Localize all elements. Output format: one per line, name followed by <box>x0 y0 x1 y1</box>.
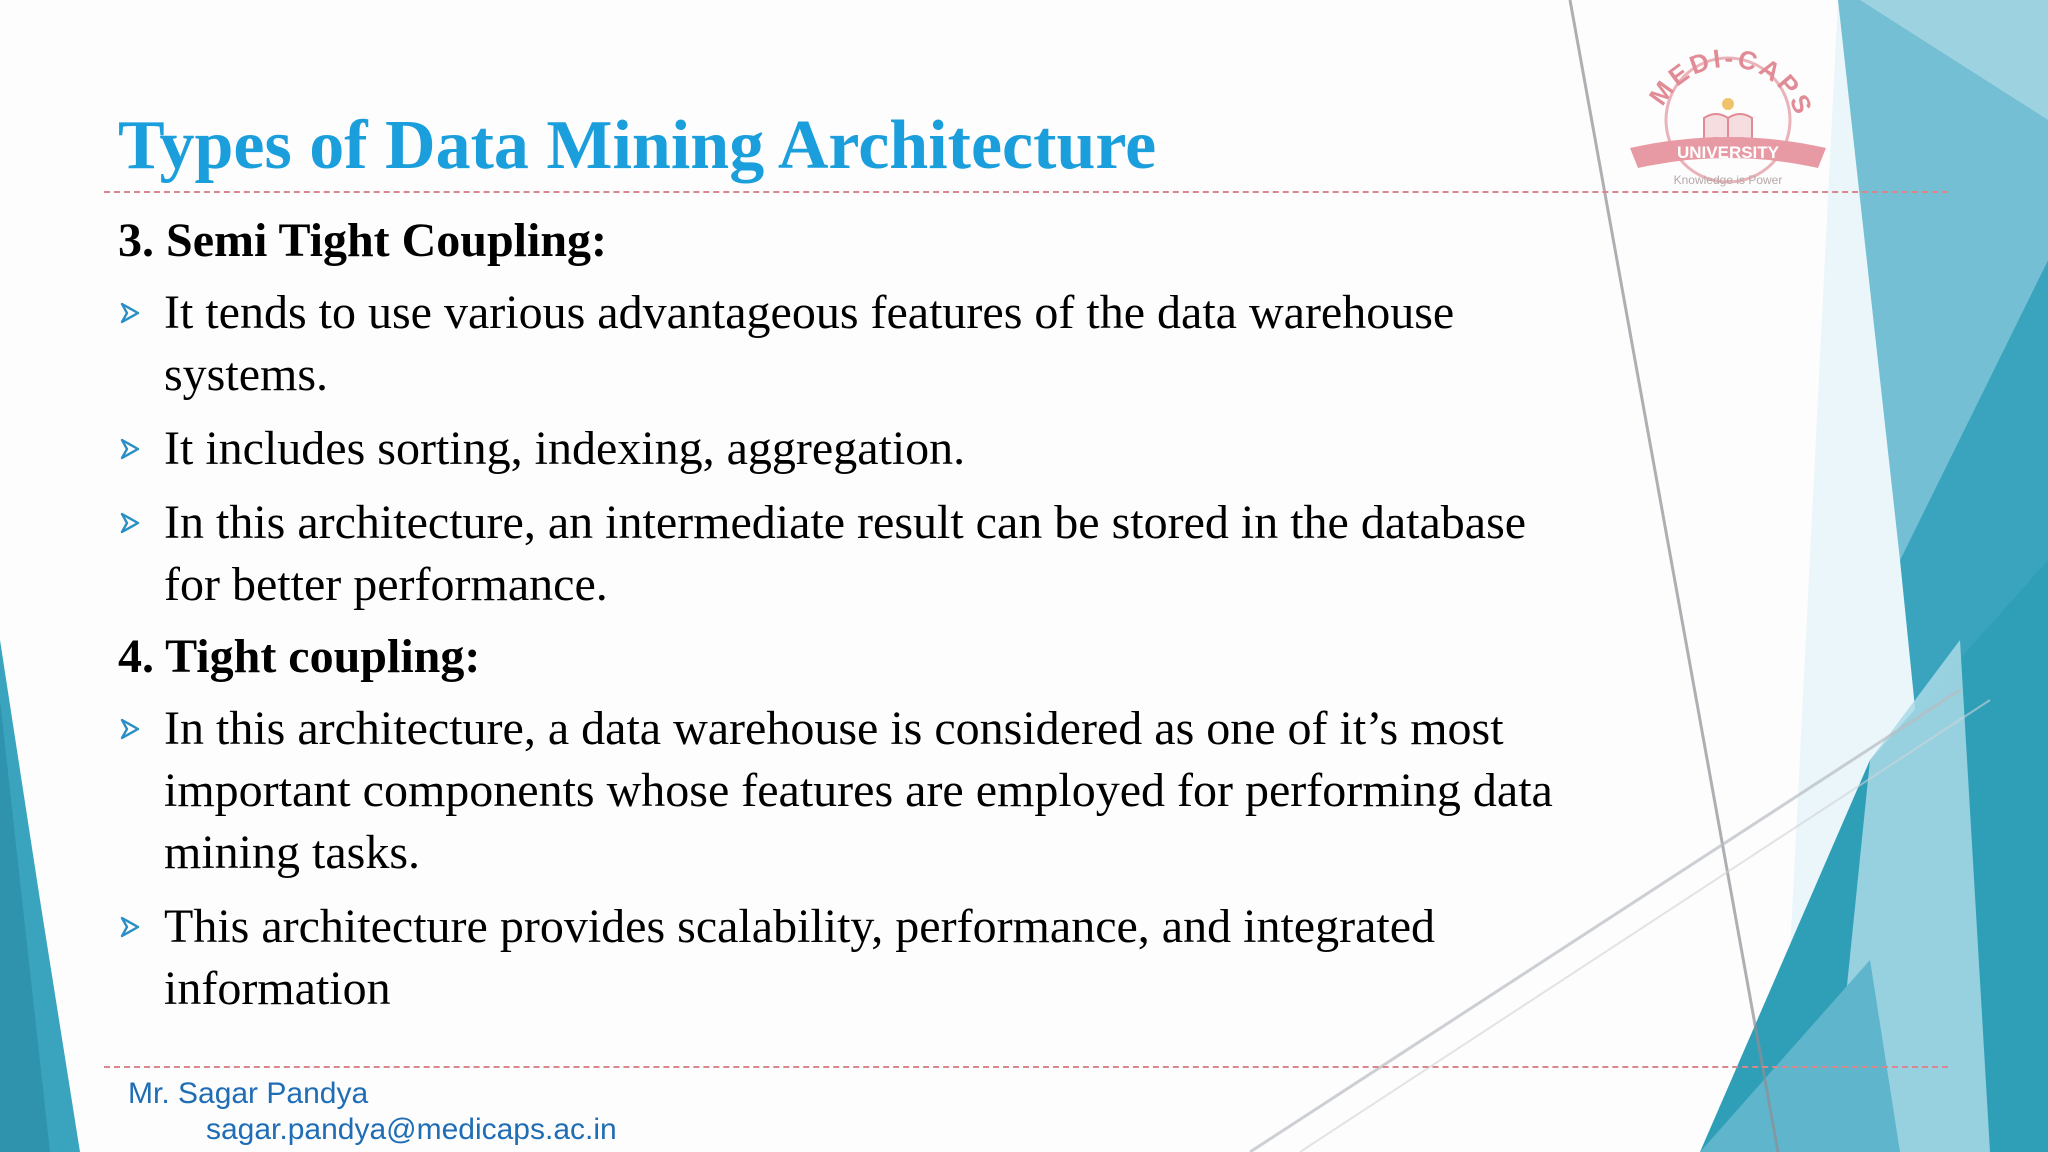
arrow-bullet-icon <box>118 717 142 741</box>
arrow-bullet-icon <box>118 301 142 325</box>
arrow-bullet-icon <box>118 437 142 461</box>
bullet-item <box>118 492 1578 616</box>
slide-content <box>118 210 1578 1020</box>
arrow-bullet-icon <box>118 511 142 535</box>
bullet-text: This architecture provides scalability, performance, and integrated information <box>164 900 1436 1015</box>
bullet-text: In this architecture, a data warehouse is considered as one of it’s most important components whose features are employed for performing data mining tasks. <box>164 702 1553 879</box>
footer-email: sagar.pandya@medicaps.ac.in <box>206 1113 617 1146</box>
footer-divider <box>104 1066 1948 1068</box>
bullet-text: In this architecture, an intermediate result can be stored in the database for better performance. <box>164 496 1527 611</box>
bullet-item <box>118 418 1578 480</box>
bullet-text: It tends to use various advantageous features of the data warehouse systems. <box>164 286 1455 401</box>
bullet-text: It includes sorting, indexing, aggregation. <box>164 422 966 475</box>
title-divider <box>104 191 1948 193</box>
section-heading-semi-tight-coupling: 3. Semi Tight Coupling: <box>118 214 608 267</box>
svg-text:MEDI-CAPS: MEDI-CAPS <box>1642 42 1820 121</box>
svg-text:UNIVERSITY: UNIVERSITY <box>1676 143 1780 162</box>
bullet-item <box>118 282 1578 406</box>
slide-title: Types of Data Mining Architecture <box>118 107 1157 184</box>
bullet-item <box>118 896 1578 1020</box>
footer-author: Mr. Sagar Pandya <box>128 1077 369 1110</box>
university-logo <box>1618 30 1838 190</box>
section-heading-tight-coupling: 4. Tight coupling: <box>118 630 481 683</box>
svg-text:Knowledge is Power: Knowledge is Power <box>1673 173 1783 187</box>
arrow-bullet-icon <box>118 915 142 939</box>
bullet-item <box>118 698 1578 884</box>
